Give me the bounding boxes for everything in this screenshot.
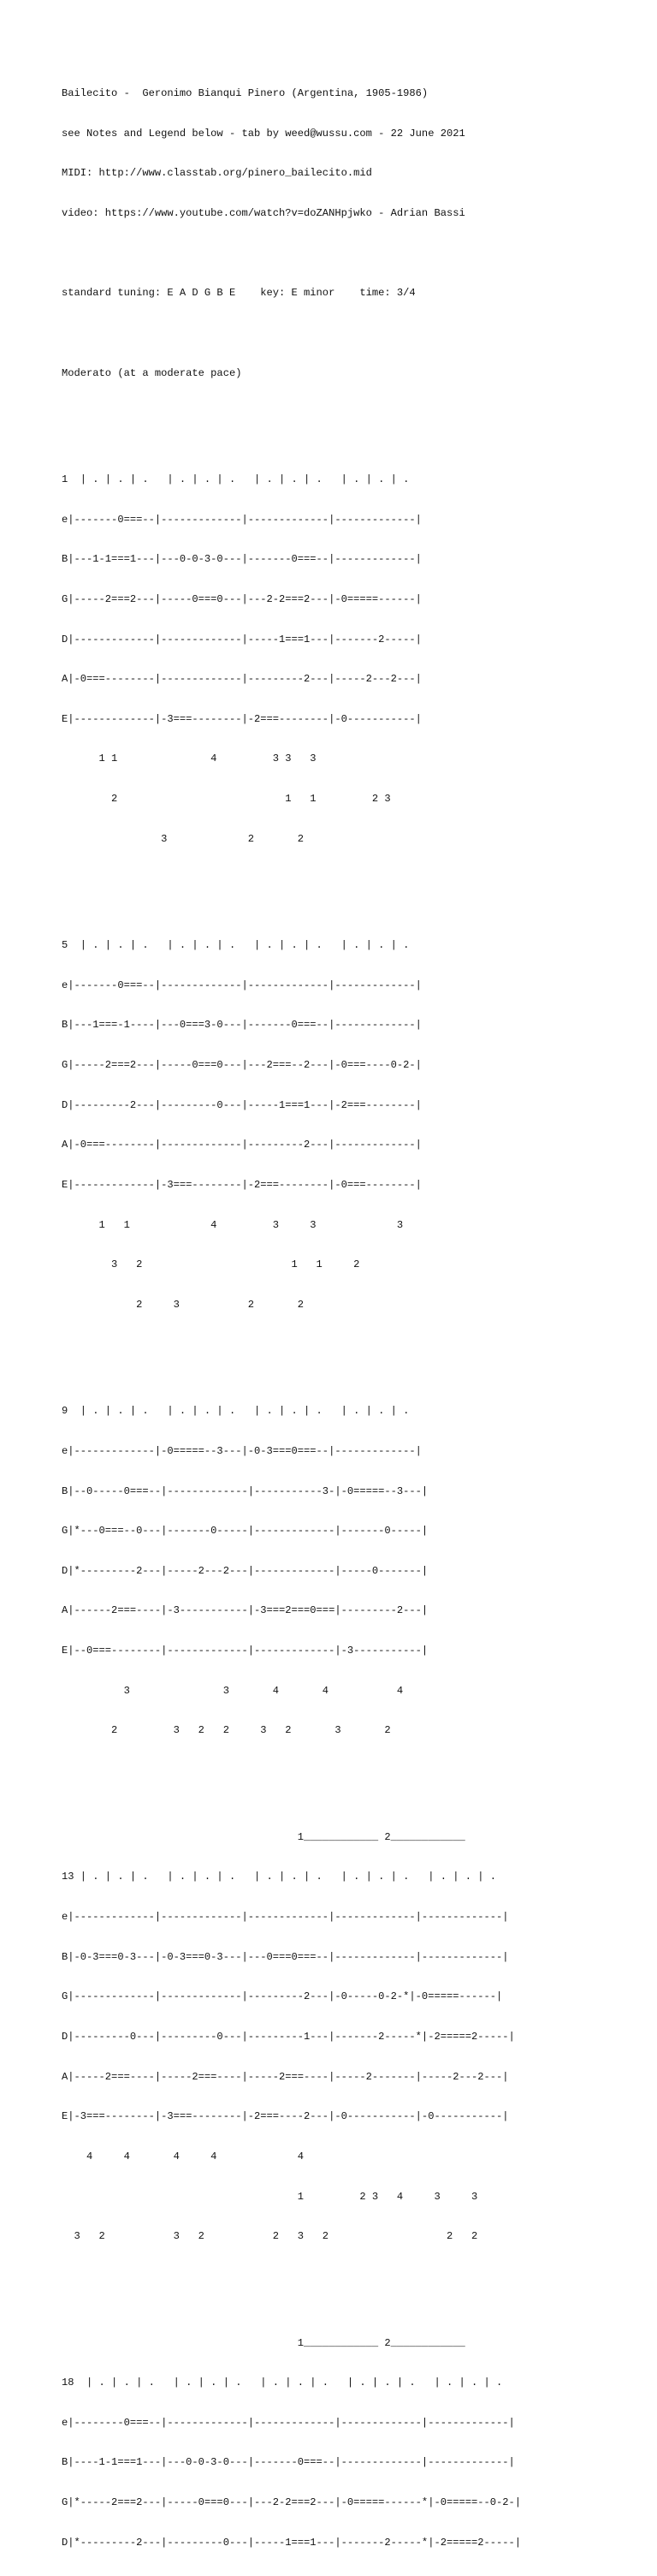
tab-line: A|-----2===----|-----2===----|-----2===----|-----2-------|-----2---2---|: [62, 2070, 509, 2083]
tab-line: B|--0-----0===--|-------------|-----------3-|-0=====--3---|: [62, 1484, 429, 1497]
blank-line: [62, 2270, 521, 2284]
video-line: video: https://www.youtube.com/watch?v=doZANHpjwko - Adrian Bassi: [62, 207, 465, 220]
fingering-line: 4 4 4 4 4: [62, 2150, 305, 2163]
tab-line: 13 | . | . | . | . | . | . | . | . | . | . | . | . | . | . | .: [62, 1871, 497, 1883]
tempo-line: Moderato (at a moderate pace): [62, 366, 242, 379]
fingering-line: 3 3 4 4 4: [62, 1684, 404, 1697]
fingering-line: 3 2 2: [62, 832, 305, 845]
ending-brackets: 1____________ 2____________: [62, 2336, 465, 2349]
tab-line: D|*---------2---|---------0---|-----1===1---|-------2-----*|-2=====2-----|: [62, 2536, 522, 2549]
fingering-line: 2 3 2 2 3 2 3 2: [62, 1724, 391, 1737]
blank-line: [62, 327, 521, 341]
tab-line: e|-------------|-0=====--3---|-0-3===0===--|-------------|: [62, 1444, 422, 1457]
tab-line: e|-------------|-------------|-------------|-------------|-------------|: [62, 1911, 509, 1924]
tab-line: 5 | . | . | . | . | . | . | . | . | . | . | . | .: [62, 939, 410, 952]
tab-line: B|---1===-1----|---0===3-0---|-------0===--|-------------|: [62, 1019, 422, 1032]
tab-line: 9 | . | . | . | . | . | . | . | . | . | . | . | .: [62, 1405, 410, 1418]
tab-line: B|-0-3===0-3---|-0-3===0-3---|---0===0===--|-------------|-------------|: [62, 1950, 509, 1963]
tab-line: G|-----2===2---|-----0===0---|---2===--2---|-0===----0-2-|: [62, 1059, 422, 1072]
tab-line: E|-------------|-3===--------|-2===--------|-0===--------|: [62, 1178, 422, 1191]
tab-line: G|-------------|-------------|---------2---|-0-----0-2-*|-0=====------|: [62, 1990, 503, 2003]
blank-line: [62, 1764, 521, 1778]
fingering-line: 1 1 4 3 3 3: [62, 753, 317, 765]
tab-line: e|-------0===--|-------------|-------------|-------------|: [62, 979, 422, 991]
blank-line: [62, 407, 521, 420]
song-title: Bailecito - Geronimo Bianqui Pinero (Argentina, 1905-1986): [62, 87, 429, 100]
tab-line: e|-------0===--|-------------|-------------|-------------|: [62, 513, 422, 526]
tab-line: B|----1-1===1---|---0-0-3-0---|-------0===--|-------------|-------------|: [62, 2456, 515, 2469]
fingering-line: 2 3 2 2: [62, 1298, 305, 1311]
fingering-line: 1 1 4 3 3 3: [62, 1218, 404, 1231]
tab-line: e|--------0===--|-------------|-------------|-------------|-------------|: [62, 2416, 515, 2429]
tab-line: 1 | . | . | . | . | . | . | . | . | . | . | . | .: [62, 473, 410, 485]
fingering-line: 2 1 1 2 3: [62, 793, 391, 806]
tuning-line: standard tuning: E A D G B E key: E minor time: 3/4: [62, 287, 416, 300]
midi-line: MIDI: http://www.classtab.org/pinero_bailecito.mid: [62, 167, 372, 180]
tab-line: E|--0===--------|-------------|-------------|-3-----------|: [62, 1645, 429, 1657]
tab-line: 18 | . | . | . | . | . | . | . | . | . | . | . | . | . | . | .: [62, 2377, 503, 2389]
blank-line: [62, 1339, 521, 1353]
fingering-line: 3 2 3 2 2 3 2 2 2: [62, 2230, 478, 2243]
tab-document: [62, 61, 521, 2576]
tab-line: D|---------2---|---------0---|-----1===1---|-2===--------|: [62, 1098, 422, 1111]
tab-line: G|-----2===2---|-----0===0---|---2-2===2---|-0=====------|: [62, 592, 422, 605]
ending-brackets: 1____________ 2____________: [62, 1830, 465, 1843]
tab-line: B|---1-1===1---|---0-0-3-0---|-------0===--|-------------|: [62, 553, 422, 566]
blank-line: [62, 872, 521, 886]
tab-line: A|------2===----|-3-----------|-3===2===0===|---------2---|: [62, 1604, 429, 1617]
tab-line: D|---------0---|---------0---|---------1---|-------2-----*|-2=====2-----|: [62, 2030, 515, 2043]
tab-line: E|-------------|-3===--------|-2===--------|-0-----------|: [62, 712, 422, 725]
tab-line: A|-0===--------|-------------|---------2---|-------------|: [62, 1139, 422, 1151]
fingering-line: 3 2 1 1 2: [62, 1258, 360, 1271]
notes-line: see Notes and Legend below - tab by weed@wussu.com - 22 June 2021: [62, 127, 465, 140]
tab-line: E|-3===--------|-3===--------|-2===----2---|-0-----------|-0-----------|: [62, 2110, 509, 2123]
tab-line: G|*-----2===2---|-----0===0---|---2-2===2---|-0=====------*|-0=====--0-2-|: [62, 2496, 522, 2509]
blank-line: [62, 247, 521, 261]
tab-line: D|-------------|-------------|-----1===1---|-------2-----|: [62, 633, 422, 645]
fingering-line: 1 2 3 4 3 3: [62, 2190, 478, 2203]
tab-line: A|-0===--------|-------------|---------2---|-----2---2---|: [62, 673, 422, 686]
tab-line: G|*---0===--0---|-------0-----|-------------|-------0-----|: [62, 1525, 429, 1538]
tab-line: D|*---------2---|-----2---2---|-------------|-----0-------|: [62, 1564, 429, 1577]
